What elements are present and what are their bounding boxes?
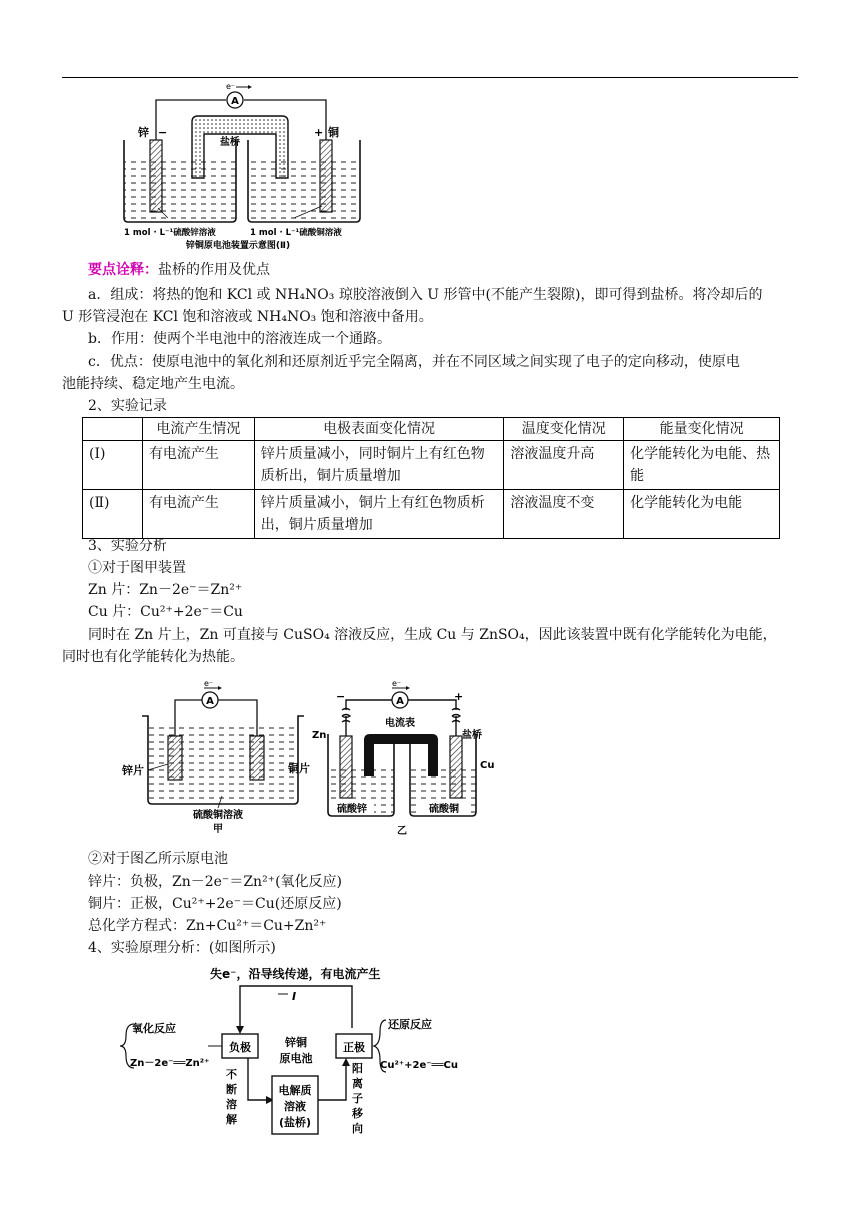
table-cell: (Ⅱ) — [83, 490, 143, 539]
electrolyte-line1: 电解质 — [278, 1084, 312, 1097]
negative-electrode: 负极 — [229, 1041, 251, 1054]
cu-label: Cu — [480, 760, 495, 771]
table-cell: 锌片质量减小，铜片上有红色物质析出，铜片质量增加 — [254, 490, 504, 539]
plus-sign: + — [314, 126, 324, 139]
table-cell: 化学能转化为电能 — [624, 490, 780, 539]
zinc-sheet-label: 锌片 — [122, 764, 144, 777]
salt-bridge-label: 盐桥 — [462, 730, 482, 741]
left-solution-label: 硫酸锌 — [337, 804, 367, 815]
table-cell: 锌片质量减小，同时铜片上有红色物质析出，铜片质量增加 — [254, 441, 504, 490]
section-4-heading: 4、实验原理分析：(如图所示) — [88, 940, 276, 956]
electrolyte-line3: (盐桥) — [278, 1116, 312, 1129]
meter-label: 电流表 — [385, 718, 415, 729]
ammeter-label: A — [396, 696, 404, 707]
right-solution-label: 硫酸铜 — [429, 804, 459, 815]
table-cell: 溶液温度不变 — [504, 490, 624, 539]
cation-char5: 向 — [352, 1122, 363, 1135]
analysis2-total: 总化学方程式：Zn+Cu²⁺＝Cu+Zn²⁺ — [88, 918, 327, 934]
header-rule — [62, 77, 798, 78]
reduction-equation: Cu²⁺+2e⁻══Cu — [380, 1060, 459, 1071]
oxidation-equation: Zn－2e⁻══Zn²⁺ — [130, 1058, 210, 1069]
table-header-row — [83, 418, 780, 441]
electrolyte-line2: 溶液 — [284, 1100, 306, 1113]
flow-top-label: 失e⁻，沿导线传递，有电流产生 — [210, 967, 381, 981]
table-header-cell — [83, 418, 143, 441]
salt-bridge-cell-figure — [110, 82, 370, 252]
cell-label-line1: 锌铜 — [285, 1036, 307, 1049]
salt-bridge-label: 盐桥 — [220, 137, 240, 148]
analysis1-cu: Cu 片：Cu²⁺+2e⁻＝Cu — [88, 604, 243, 620]
table-cell: 溶液温度升高 — [504, 441, 624, 490]
table-row — [83, 441, 780, 490]
analysis2-copper: 铜片：正极，Cu²⁺+2e⁻＝Cu(还原反应) — [88, 896, 342, 912]
electron-label: e⁻ — [392, 679, 402, 688]
section-3-heading: 3、实验分析 — [88, 538, 167, 554]
principle-flow-diagram — [118, 960, 478, 1140]
copper-sheet-label: 铜片 — [288, 762, 310, 775]
cation-char2: 离 — [352, 1077, 363, 1090]
ammeter-label: A — [231, 96, 239, 107]
table-cell: (Ⅰ) — [83, 441, 143, 490]
electron-label: e⁻ — [226, 82, 236, 91]
para-c-line2: 池能持续、稳定地产生电流。 — [62, 376, 244, 392]
cation-char1: 阳 — [352, 1062, 363, 1075]
analysis1-p1: 同时在 Zn 片上，Zn 可直接与 CuSO₄ 溶液反应，生成 Cu 与 ZnSO₄，因此该装置中既有化学能转化为电能， — [88, 627, 777, 643]
figure-jia — [118, 676, 318, 836]
para-c-line1: c．优点：使原电池中的氧化剂和还原剂近乎完全隔离，并在不同区域之间实现了电子的定向移动，使原电 — [88, 354, 740, 370]
para-a-line2: U 形管浸泡在 KCl 饱和溶液或 NH₄NO₃ 饱和溶液中备用。 — [62, 309, 433, 325]
solution-label: 硫酸铜溶液 — [193, 810, 243, 821]
plus-sign: + — [454, 690, 464, 703]
minus-sign: − — [336, 690, 346, 703]
table-row — [83, 490, 780, 539]
zn-label: Zn — [312, 730, 327, 741]
para-b: b．作用：使两个半电池中的溶液连成一个通路。 — [88, 331, 391, 347]
dissolve-char4: 解 — [226, 1113, 237, 1126]
zinc-label: 锌 — [138, 126, 149, 139]
figure-caption: 锌铜原电池装置示意图(Ⅱ) — [185, 241, 291, 251]
table-cell: 有电流产生 — [142, 441, 254, 490]
left-solution-label: 1 mol · L⁻¹硫酸锌溶液 — [124, 228, 216, 238]
table-header-cell: 能量变化情况 — [624, 418, 780, 441]
para-a-line1: a．组成：将热的饱和 KCl 或 NH₄NO₃ 琼胶溶液倒入 U 形管中(不能产生裂隙)，即可得到盐桥。将冷却后的 — [88, 287, 763, 303]
table-header-cell: 温度变化情况 — [504, 418, 624, 441]
keypoint-line — [88, 260, 270, 280]
ammeter-label: A — [206, 696, 214, 707]
analysis2-title: ②对于图乙所示原电池 — [88, 851, 228, 867]
table-header-cell: 电极表面变化情况 — [254, 418, 504, 441]
table-header-cell: 电流产生情况 — [142, 418, 254, 441]
figure-label-yi: 乙 — [397, 826, 407, 836]
minus-sign: − — [158, 126, 168, 139]
analysis1-p2: 同时也有化学能转化为热能。 — [62, 649, 244, 665]
oxidation-label: 氧化反应 — [132, 1022, 176, 1035]
cell-label-line2: 原电池 — [279, 1052, 313, 1065]
analysis1-zn: Zn 片：Zn－2e⁻＝Zn²⁺ — [88, 582, 243, 598]
table-cell: 有电流产生 — [142, 490, 254, 539]
dissolve-char1: 不 — [226, 1068, 237, 1081]
table-cell: 化学能转化为电能、热能 — [624, 441, 780, 490]
keypoint-title: 盐桥的作用及优点 — [158, 262, 270, 278]
figure-yi — [310, 676, 510, 836]
cation-char3: 子 — [352, 1092, 363, 1105]
current-symbol: I — [292, 990, 297, 1003]
positive-electrode: 正极 — [343, 1041, 365, 1054]
reduction-label: 还原反应 — [388, 1018, 432, 1031]
analysis2-zinc: 锌片：负极，Zn－2e⁻＝Zn²⁺(氧化反应) — [88, 874, 342, 890]
analysis1-title: ①对于图甲装置 — [88, 560, 186, 576]
electron-label: e⁻ — [204, 679, 214, 688]
dissolve-char3: 溶 — [226, 1098, 237, 1111]
right-solution-label: 1 mol · L⁻¹硫酸铜溶液 — [250, 228, 342, 238]
dissolve-char2: 断 — [226, 1083, 237, 1096]
cation-char4: 移 — [352, 1107, 363, 1120]
section-2-heading: 2、实验记录 — [88, 398, 167, 414]
experiment-record-table — [82, 417, 780, 539]
copper-label: 铜 — [328, 126, 339, 139]
figure-label-jia: 甲 — [213, 824, 223, 835]
keypoint-label: 要点诠释： — [88, 262, 158, 278]
